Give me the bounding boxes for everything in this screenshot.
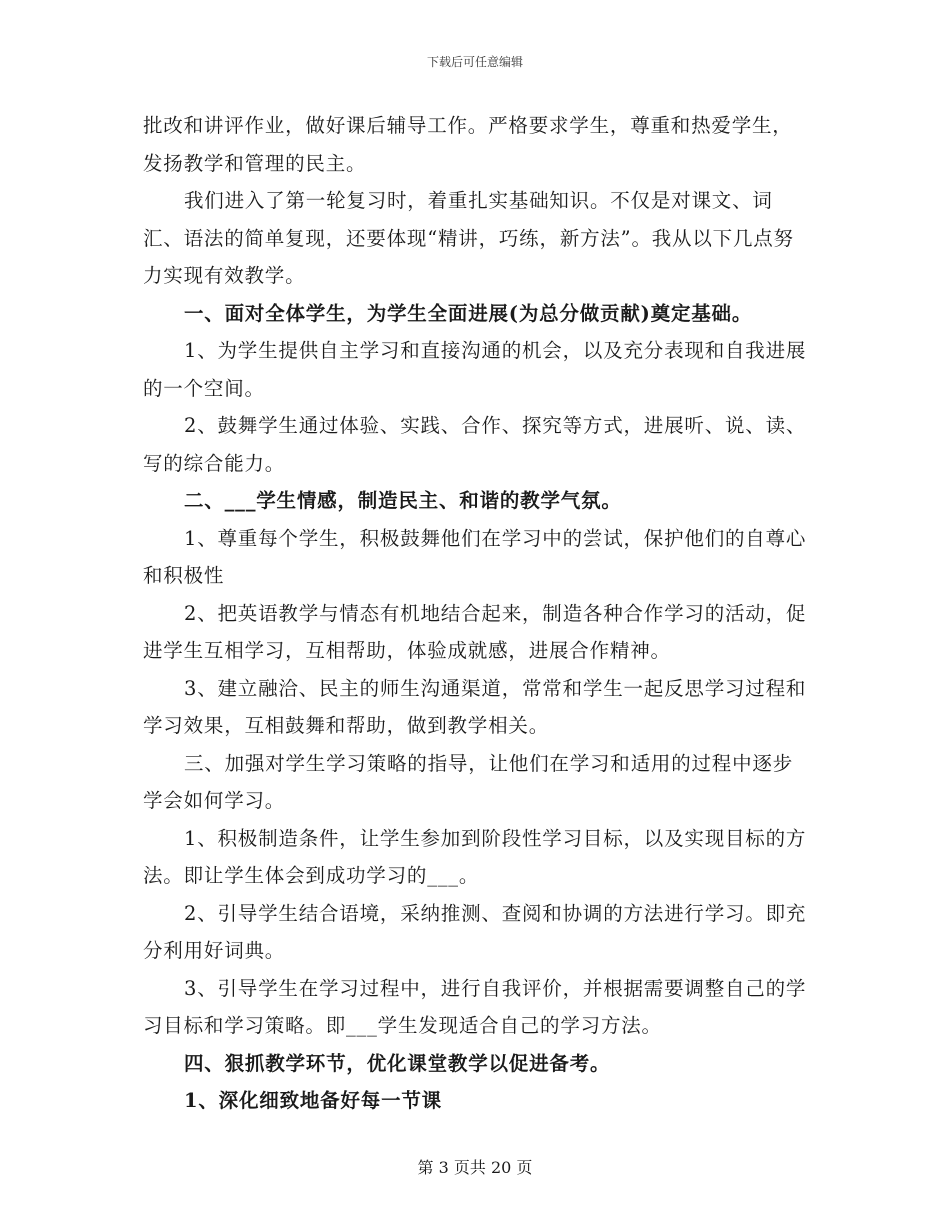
paragraph-5: 2、鼓舞学生通过体验、实践、合作、探究等方式，进展听、说、读、写的综合能力。 (143, 414, 807, 475)
page-header: 下载后可任意编辑 (426, 55, 523, 69)
document-body (143, 107, 811, 1120)
paragraph-7: 1、尊重每个学生，积极鼓舞他们在学习中的尝试，保护他们的自尊心和积极性 (143, 526, 807, 587)
paragraph-11: 1、积极制造条件，让学生参加到阶段性学习目标，以及实现目标的方法。即让学生体会到成功学习的___。 (143, 826, 807, 887)
section-heading-4: 四、狠抓教学环节，优化课堂教学以促进备考。 (184, 1051, 611, 1075)
section-heading-2: 二、___学生情感，制造民主、和谐的教学气氛。 (184, 489, 622, 512)
section-heading-1: 一、面对全体学生，为学生全面进展(为总分做贡献)奠定基础。 (184, 301, 753, 325)
paragraph-1: 批改和讲评作业，做好课后辅导工作。严格要求学生，尊重和热爱学生，发扬教学和管理的民主。 (143, 114, 793, 175)
paragraph-9: 3、建立融洽、民主的师生沟通渠道，常常和学生一起反思学习过程和学习效果，互相鼓舞和帮助，做到教学相关。 (143, 676, 807, 737)
paragraph-4: 1、为学生提供自主学习和直接沟通的机会，以及充分表现和自我进展的一个空间。 (143, 339, 807, 400)
paragraph-8: 2、把英语教学与情态有机地结合起来，制造各种合作学习的活动，促进学生互相学习，互相帮助，体验成就感，进展合作精神。 (143, 601, 807, 662)
section-heading-3: 三、加强对学生学习策略的指导，让他们在学习和适用的过程中逐步学会如何学习。 (143, 751, 794, 812)
paragraph-2: 我们进入了第一轮复习时，着重扎实基础知识。不仅是对课文、词汇、语法的简单复现，还要体现“精讲，巧练，新方法”。我从以下几点努力实现有效教学。 (143, 189, 794, 287)
page-footer: 第 3 页共 20 页 (417, 1158, 533, 1177)
paragraph-12: 2、引导学生结合语境，采纳推测、查阅和协调的方法进行学习。即充分利用好词典。 (143, 901, 807, 962)
subheading-4-1: 1、深化细致地备好每一节课 (184, 1089, 442, 1112)
paragraph-13: 3、引导学生在学习过程中，进行自我评价，并根据需要调整自己的学习目标和学习策略。即___学生发现适合自己的学习方法。 (143, 976, 807, 1037)
